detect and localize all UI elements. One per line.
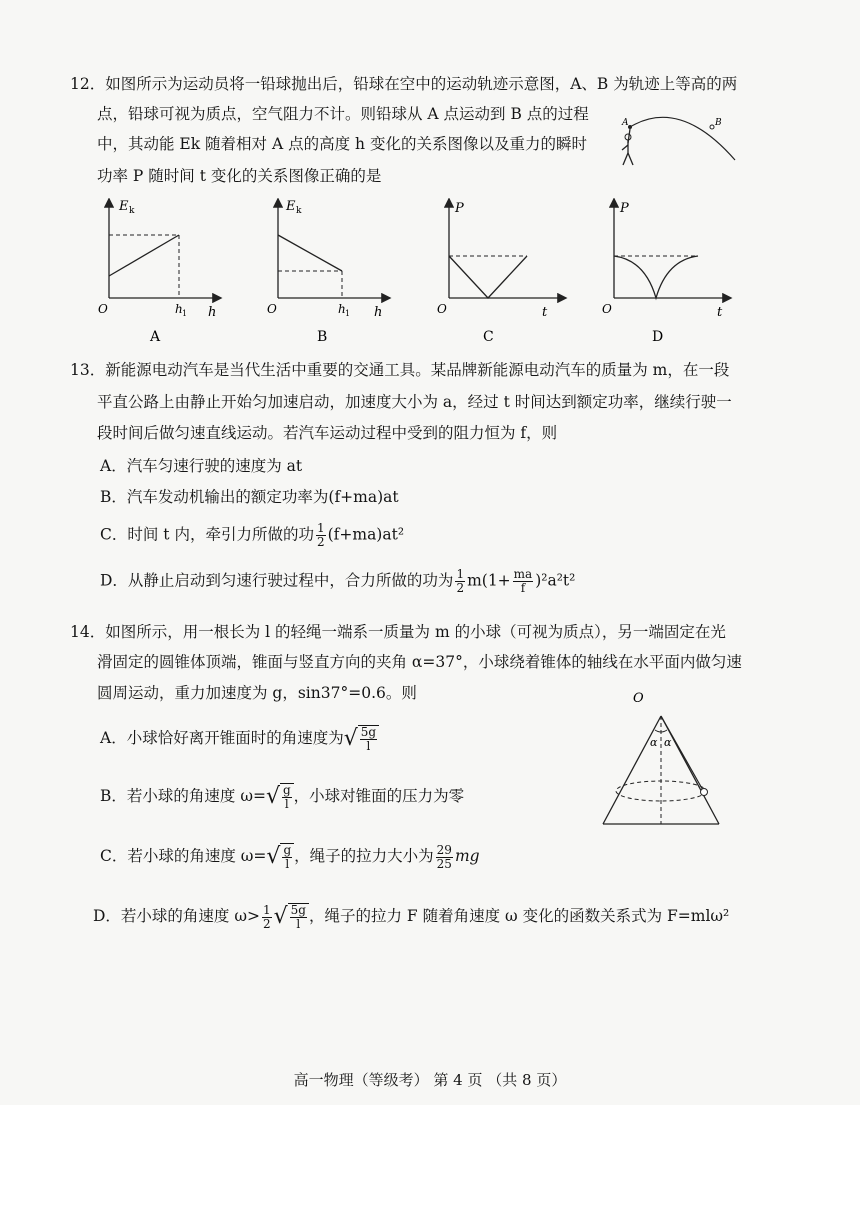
half-fraction: $\frac{1}{2}$ <box>262 902 271 931</box>
q13-line2: 平直公路上由静止开始匀加速启动，加速度大小为 a，经过 t 时间达到额定功率，继续行驶一 <box>97 393 732 411</box>
fraction-29-25: $\frac{29}{25}$ <box>436 842 452 871</box>
q13-option-a: A．汽车匀速行驶的速度为 at <box>100 457 303 475</box>
svg-text:h: h <box>208 305 217 320</box>
q13-line1: 13．新能源电动汽车是当代生活中重要的交通工具。某品牌新能源电动汽车的质量为 m，在一段 <box>70 361 730 379</box>
svg-text:t: t <box>717 305 723 320</box>
svg-text:h: h <box>338 302 346 316</box>
half-fraction: $\frac{1}{2}$ <box>316 521 325 549</box>
q14-option-c: C．若小球的角速度 ω=√ $\frac{g}{l}$ ，绳子的拉力大小为 $\frac{29}{25}$ mg <box>100 842 480 871</box>
svg-text:α: α <box>664 736 672 749</box>
svg-text:t: t <box>542 305 548 320</box>
q13-option-d: D．从静止启动到匀速行驶过程中，合力所做的功为 $\frac{1}{2}$ m(1+ $\frac{ma}{f}$ )²a²t² <box>100 567 576 595</box>
ma-over-f-fraction: $\frac{ma}{f}$ <box>513 567 533 595</box>
graph-a-line <box>109 235 179 276</box>
q14-line1: 14．如图所示，用一根长为 l 的轻绳一端系一质量为 m 的小球（可视为质点），另一端固定在光 <box>70 623 726 641</box>
svg-text:O: O <box>437 302 447 316</box>
svg-text:α: α <box>650 736 658 749</box>
svg-text:E: E <box>119 199 129 214</box>
svg-text:h: h <box>175 302 183 316</box>
svg-text:E: E <box>286 199 296 214</box>
svg-text:h: h <box>374 305 383 320</box>
q14-option-a: A．小球恰好离开锥面时的角速度为√ $\frac{5g}{l}$ <box>100 725 379 753</box>
q13-line3: 段时间后做匀速直线运动。若汽车运动过程中受到的阻力恒为 f，则 <box>97 424 558 442</box>
svg-text:B: B <box>715 118 722 128</box>
q12-line2: 点，铅球可视为质点，空气阻力不计。则铅球从 A 点运动到 B 点的过程 <box>97 105 589 123</box>
q14-option-d: D．若小球的角速度 ω> $\frac{1}{2}$ √ $\frac{5g}{l}$ ，绳子的拉力 F 随着角速度 ω 变化的函数关系式为 F=mlω² <box>93 902 730 931</box>
sqrt-expression: √ $\frac{5g}{l}$ <box>344 725 379 753</box>
svg-text:O: O <box>633 691 644 706</box>
svg-text:k: k <box>129 206 135 216</box>
svg-text:1: 1 <box>345 309 351 318</box>
q14-line3: 圆周运动，重力加速度为 g，sin37°=0.6。则 <box>97 684 417 702</box>
q14-option-b: B．若小球的角速度 ω=√ $\frac{g}{l}$ ，小球对锥面的压力为零 <box>100 783 465 811</box>
svg-text:A: A <box>150 329 161 345</box>
graph-b <box>267 199 389 345</box>
ball <box>701 789 708 796</box>
svg-text:D: D <box>652 329 664 345</box>
cone-figure <box>595 688 735 833</box>
q14-line2: 滑固定的圆锥体顶端，锥面与竖直方向的夹角 α=37°，小球绕着锥体的轴线在水平面内做匀速 <box>97 653 742 671</box>
svg-text:k: k <box>296 206 302 216</box>
graph-a <box>98 199 220 345</box>
q13-option-c: C．时间 t 内，牵引力所做的功 $\frac{1}{2}$ (f+ma)at² <box>100 521 405 549</box>
q13-option-b: B．汽车发动机输出的额定功率为(f+ma)at <box>100 488 399 506</box>
sqrt-expression: √ $\frac{g}{l}$ <box>266 783 294 811</box>
graph-c <box>437 200 565 345</box>
graph-c-line <box>449 256 527 298</box>
q12-line4: 功率 P 随时间 t 变化的关系图像正确的是 <box>97 167 382 185</box>
half-fraction: $\frac{1}{2}$ <box>456 567 465 595</box>
trajectory-figure <box>610 105 745 175</box>
sqrt-expression: √ $\frac{g}{l}$ <box>266 843 294 871</box>
q12-line3: 中，其动能 Ek 随着相对 A 点的高度 h 变化的关系图像以及重力的瞬时 <box>97 135 587 153</box>
sqrt-expression: √ $\frac{5g}{l}$ <box>274 903 309 931</box>
svg-text:C: C <box>483 329 494 345</box>
svg-text:A: A <box>622 118 629 128</box>
graph-b-line <box>278 235 342 271</box>
graph-d-curve <box>614 256 698 298</box>
page-footer: 高一物理（等级考） 第 4 页 （共 8 页） <box>293 1071 567 1089</box>
q12-line1: 12．如图所示为运动员将一铅球抛出后，铅球在空中的运动轨迹示意图，A、B 为轨迹上等高的两 <box>70 75 738 93</box>
graph-d <box>602 200 730 345</box>
svg-text:P: P <box>455 201 464 216</box>
svg-text:1: 1 <box>182 309 188 318</box>
svg-text:B: B <box>317 329 328 345</box>
svg-text:O: O <box>602 302 612 316</box>
svg-text:P: P <box>620 201 629 216</box>
svg-text:O: O <box>267 302 277 316</box>
q12-graphs <box>95 198 785 348</box>
svg-text:O: O <box>98 302 108 316</box>
